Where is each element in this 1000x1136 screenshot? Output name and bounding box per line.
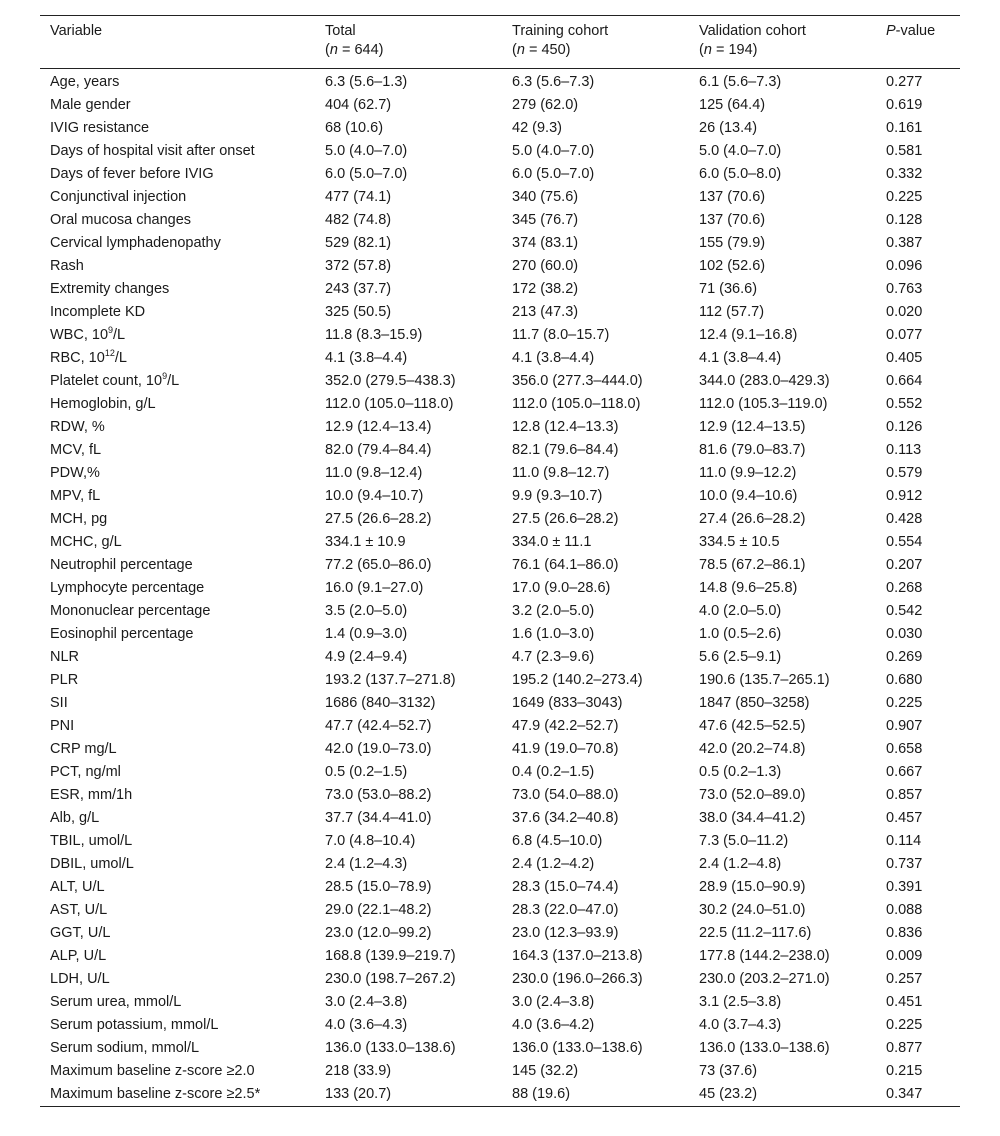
cell-variable: IVIG resistance [50, 120, 150, 136]
cell-validation: 73.0 (52.0–89.0) [699, 787, 806, 803]
cell-training: 82.1 (79.6–84.4) [512, 442, 619, 458]
cell-p-value: 0.451 [886, 994, 923, 1010]
table-row [40, 232, 960, 255]
table-row [40, 347, 960, 370]
cell-total: 325 (50.5) [325, 304, 392, 320]
cell-training: 334.0 ± 11.1 [512, 534, 592, 550]
cell-training: 76.1 (64.1–86.0) [512, 557, 619, 573]
cell-variable: MCH, pg [50, 511, 108, 527]
cell-training: 11.7 (8.0–15.7) [512, 327, 610, 343]
cell-validation: 177.8 (144.2–238.0) [699, 948, 830, 964]
cell-validation: 26 (13.4) [699, 120, 758, 136]
cell-total: 77.2 (65.0–86.0) [325, 557, 432, 573]
cell-training: 42 (9.3) [512, 120, 562, 136]
cell-p-value: 0.077 [886, 327, 923, 343]
cell-variable: RBC, $10^{12}/L$ [50, 348, 127, 366]
table-row [40, 600, 960, 623]
cell-p-value: 0.552 [886, 396, 923, 412]
cell-p-value: 0.332 [886, 166, 923, 182]
cell-validation: 7.3 (5.0–11.2) [699, 833, 789, 849]
cell-training: 345 (76.7) [512, 212, 579, 228]
cell-training: 230.0 (196.0–266.3) [512, 971, 643, 987]
cell-training: 11.0 (9.8–12.7) [512, 465, 610, 481]
cell-p-value: 0.096 [886, 258, 923, 274]
cell-total: 11.8 (8.3–15.9) [325, 327, 423, 343]
cell-p-value: 0.225 [886, 695, 923, 711]
cell-training: 9.9 (9.3–10.7) [512, 488, 603, 504]
cell-p-value: 0.405 [886, 350, 923, 366]
table-row [40, 416, 960, 439]
cell-variable: Days of hospital visit after onset [50, 143, 255, 159]
cell-total: 42.0 (19.0–73.0) [325, 741, 432, 757]
table-row [40, 186, 960, 209]
table-row [40, 830, 960, 853]
cell-variable: Conjunctival injection [50, 189, 187, 205]
header-training-cohort: Training cohort [502, 16, 689, 43]
baseline-characteristics-table [40, 15, 960, 1107]
table-row [40, 784, 960, 807]
cell-p-value: 0.836 [886, 925, 923, 941]
cell-validation: 12.9 (12.4–13.5) [699, 419, 806, 435]
cell-validation: 30.2 (24.0–51.0) [699, 902, 806, 918]
cell-p-value: 0.579 [886, 465, 923, 481]
cell-variable: Maximum baseline z-score ≥2.5* [40, 1083, 315, 1107]
table-row [40, 761, 960, 784]
cell-p-value: 0.391 [886, 879, 923, 895]
header-total: Total [315, 16, 502, 43]
table-body [40, 69, 960, 1107]
cell-training: 374 (83.1) [512, 235, 579, 251]
cell-variable: PLR [50, 672, 79, 688]
table-row [40, 439, 960, 462]
cell-variable: PNI [50, 718, 75, 734]
cell-variable: MCHC, g/L [50, 534, 122, 550]
cell-variable: PDW,% [50, 465, 100, 481]
cell-variable: Hemoglobin, g/L [50, 396, 156, 412]
cell-p-value: 0.215 [886, 1063, 923, 1079]
cell-variable: Alb, g/L [50, 810, 100, 826]
cell-p-value: 0.619 [886, 97, 923, 113]
cell-validation: 73 (37.6) [699, 1063, 758, 1079]
cell-training: 27.5 (26.6–28.2) [512, 511, 619, 527]
cell-total: 529 (82.1) [325, 235, 392, 251]
header-p-sub [876, 42, 960, 69]
cell-validation: 4.0 (3.7–4.3) [699, 1017, 782, 1033]
table-row [40, 692, 960, 715]
cell-total: 2.4 (1.2–4.3) [325, 856, 408, 872]
cell-total: 482 (74.8) [325, 212, 392, 228]
table-row [40, 876, 960, 899]
cell-total: 3.0 (2.4–3.8) [325, 994, 408, 1010]
cell-training: 145 (32.2) [512, 1063, 579, 1079]
cell-training: 12.8 (12.4–13.3) [512, 419, 619, 435]
cell-total: 16.0 (9.1–27.0) [325, 580, 424, 596]
table-row [40, 255, 960, 278]
cell-training: 1649 (833–3043) [512, 695, 623, 711]
cell-total: 4.1 (3.8–4.4) [325, 350, 408, 366]
cell-training: 3.0 (2.4–3.8) [512, 994, 595, 1010]
cell-variable: Platelet count, $10^9/L$ [50, 371, 180, 389]
cell-validation: 344.0 (283.0–429.3) [699, 373, 830, 389]
table-row [40, 554, 960, 577]
cell-training: 279 (62.0) [512, 97, 579, 113]
cell-training: 6.8 (4.5–10.0) [512, 833, 603, 849]
table-row [40, 69, 960, 95]
cell-total: 6.3 (5.6–1.3) [325, 74, 408, 90]
cell-validation: 230.0 (203.2–271.0) [699, 971, 830, 987]
cell-training: 17.0 (9.0–28.6) [512, 580, 611, 596]
cell-total: 27.5 (26.6–28.2) [325, 511, 432, 527]
cell-total: 243 (37.7) [325, 281, 392, 297]
cell-total: 477 (74.1) [325, 189, 392, 205]
cell-validation: 11.0 (9.9–12.2) [699, 465, 797, 481]
cell-variable: ESR, mm/1h [50, 787, 133, 803]
cell-training: 37.6 (34.2–40.8) [512, 810, 619, 826]
cell-p-value: 0.667 [886, 764, 923, 780]
cell-validation: 47.6 (42.5–52.5) [699, 718, 806, 734]
cell-total: 5.0 (4.0–7.0) [325, 143, 408, 159]
cell-validation: 1847 (850–3258) [699, 695, 810, 711]
cell-p-value: 0.257 [886, 971, 923, 987]
cell-variable: NLR [50, 649, 80, 665]
cell-p-value: 0.680 [886, 672, 923, 688]
cell-variable: TBIL, umol/L [50, 833, 133, 849]
cell-validation: 190.6 (135.7–265.1) [699, 672, 830, 688]
cell-training: 1.6 (1.0–3.0) [512, 626, 595, 642]
cell-training: 213 (47.3) [512, 304, 579, 320]
cell-validation: 6.1 (5.6–7.3) [699, 74, 782, 90]
cell-validation: 2.4 (1.2–4.8) [699, 856, 782, 872]
cell-total: 4.0 (3.6–4.3) [325, 1017, 408, 1033]
cell-p-value: 0.088 [886, 902, 923, 918]
cell-p-value: 0.268 [886, 580, 923, 596]
cell-training: 340 (75.6) [512, 189, 579, 205]
cell-training: 0.4 (0.2–1.5) [512, 764, 595, 780]
table-row [40, 1083, 960, 1107]
cell-validation: 137 (70.6) [699, 212, 766, 228]
cell-validation: 136.0 (133.0–138.6) [699, 1040, 830, 1056]
cell-validation: 42.0 (20.2–74.8) [699, 741, 806, 757]
cell-training: 28.3 (15.0–74.4) [512, 879, 619, 895]
cell-validation: 81.6 (79.0–83.7) [699, 442, 806, 458]
cell-validation: 27.4 (26.6–28.2) [699, 511, 806, 527]
cell-validation: 3.1 (2.5–3.8) [699, 994, 782, 1010]
cell-validation: 334.5 ± 10.5 [699, 534, 780, 550]
cell-variable: ALT, U/L [50, 879, 105, 895]
cell-p-value: 0.542 [886, 603, 923, 619]
header-validation-n: (n = 194) [689, 42, 876, 69]
table-row [40, 209, 960, 232]
cell-total: 230.0 (198.7–267.2) [325, 971, 456, 987]
cell-total: 372 (57.8) [325, 258, 392, 274]
cell-training: 6.3 (5.6–7.3) [512, 74, 595, 90]
cell-total: 3.5 (2.0–5.0) [325, 603, 408, 619]
cell-p-value: 0.009 [886, 948, 923, 964]
cell-total: 68 (10.6) [325, 120, 384, 136]
cell-training: 195.2 (140.2–273.4) [512, 672, 643, 688]
cell-p-value: 0.907 [886, 718, 923, 734]
cell-training: 5.0 (4.0–7.0) [512, 143, 595, 159]
table-row [40, 485, 960, 508]
table-row [40, 669, 960, 692]
cell-variable: SII [50, 695, 68, 711]
cell-training: 73.0 (54.0–88.0) [512, 787, 619, 803]
cell-total: 82.0 (79.4–84.4) [325, 442, 432, 458]
cell-p-value: 0.128 [886, 212, 923, 228]
cell-training: 4.0 (3.6–4.2) [512, 1017, 595, 1033]
cell-p-value: 0.554 [886, 534, 923, 550]
header-validation-cohort: Validation cohort [689, 16, 876, 43]
cell-validation: 14.8 (9.6–25.8) [699, 580, 798, 596]
header-total-n: (n = 644) [315, 42, 502, 69]
cell-validation: 6.0 (5.0–8.0) [699, 166, 782, 182]
table-row [40, 991, 960, 1014]
cell-variable: Serum sodium, mmol/L [50, 1040, 200, 1056]
header-variable-sub [40, 42, 315, 69]
table-row [40, 301, 960, 324]
table-row [40, 922, 960, 945]
cell-total: 334.1 ± 10.9 [325, 534, 406, 550]
table-row [40, 163, 960, 186]
cell-total: 37.7 (34.4–41.0) [325, 810, 432, 826]
cell-p-value: 0.912 [886, 488, 923, 504]
cell-variable: Serum urea, mmol/L [50, 994, 182, 1010]
cell-variable: Maximum baseline z-score ≥2.0 [50, 1063, 255, 1079]
table-row [40, 370, 960, 393]
cell-training: 164.3 (137.0–213.8) [512, 948, 643, 964]
cell-variable: Rash [50, 258, 84, 274]
cell-training: 4.7 (2.3–9.6) [512, 649, 595, 665]
cell-variable: LDH, U/L [50, 971, 110, 987]
cell-total: 218 (33.9) [325, 1063, 392, 1079]
table-row [40, 646, 960, 669]
cell-training: 23.0 (12.3–93.9) [512, 925, 619, 941]
cell-validation: 112.0 (105.3–119.0) [699, 396, 828, 412]
cell-total: 47.7 (42.4–52.7) [325, 718, 432, 734]
cell-total: 6.0 (5.0–7.0) [325, 166, 408, 182]
cell-validation: 0.5 (0.2–1.3) [699, 764, 782, 780]
cell-p-value: 0.113 [886, 442, 922, 458]
table-row [40, 531, 960, 554]
table-row [40, 278, 960, 301]
table-header [40, 16, 960, 69]
cell-training: 270 (60.0) [512, 258, 579, 274]
cell-total: 352.0 (279.5–438.3) [325, 373, 456, 389]
table-row [40, 945, 960, 968]
table-row [40, 738, 960, 761]
cell-p-value: 0.658 [886, 741, 923, 757]
cell-validation: 45 (23.2) [689, 1083, 876, 1107]
cell-variable: Eosinophil percentage [50, 626, 194, 642]
cell-variable: Cervical lymphadenopathy [50, 235, 221, 251]
cell-p-value: 0.737 [886, 856, 923, 872]
cell-variable: Days of fever before IVIG [50, 166, 214, 182]
cell-p-value: 0.664 [886, 373, 923, 389]
cell-training: 4.1 (3.8–4.4) [512, 350, 595, 366]
table-row [40, 508, 960, 531]
cell-p-value: 0.857 [886, 787, 923, 803]
cell-training: 3.2 (2.0–5.0) [512, 603, 595, 619]
table-row [40, 623, 960, 646]
header-training-n: (n = 450) [502, 42, 689, 69]
cell-variable: MPV, fL [50, 488, 101, 504]
cell-variable: Serum potassium, mmol/L [50, 1017, 219, 1033]
cell-variable: Male gender [50, 97, 131, 113]
table-row [40, 577, 960, 600]
table-row [40, 807, 960, 830]
cell-validation: 112 (57.7) [699, 304, 765, 320]
cell-variable: Extremity changes [50, 281, 170, 297]
cell-p-value: 0.581 [886, 143, 923, 159]
cell-total: 4.9 (2.4–9.4) [325, 649, 408, 665]
cell-validation: 10.0 (9.4–10.6) [699, 488, 798, 504]
cell-total: 23.0 (12.0–99.2) [325, 925, 432, 941]
cell-p-value: 0.161 [886, 120, 923, 136]
cell-variable: Mononuclear percentage [50, 603, 211, 619]
cell-training: 6.0 (5.0–7.0) [512, 166, 595, 182]
cell-total: 29.0 (22.1–48.2) [325, 902, 432, 918]
cell-validation: 38.0 (34.4–41.2) [699, 810, 806, 826]
cell-validation: 125 (64.4) [699, 97, 766, 113]
cell-p-value: 0.126 [886, 419, 923, 435]
cell-variable: AST, U/L [50, 902, 108, 918]
cell-training: 47.9 (42.2–52.7) [512, 718, 619, 734]
cell-validation: 1.0 (0.5–2.6) [699, 626, 782, 642]
cell-variable: Age, years [50, 74, 120, 90]
cell-p-value: 0.877 [886, 1040, 923, 1056]
cell-p-value: 0.269 [886, 649, 923, 665]
cell-variable: Oral mucosa changes [50, 212, 192, 228]
cell-total: 10.0 (9.4–10.7) [325, 488, 424, 504]
cell-training: 172 (38.2) [512, 281, 579, 297]
cell-total: 28.5 (15.0–78.9) [325, 879, 432, 895]
p-italic: P [886, 23, 896, 39]
cell-total: 7.0 (4.8–10.4) [325, 833, 416, 849]
cell-validation: 4.1 (3.8–4.4) [699, 350, 782, 366]
cell-variable: PCT, ng/ml [50, 764, 121, 780]
cell-total: 0.5 (0.2–1.5) [325, 764, 408, 780]
cell-variable: CRP mg/L [50, 741, 117, 757]
cell-validation: 102 (52.6) [699, 258, 766, 274]
cell-total: 112.0 (105.0–118.0) [325, 396, 454, 412]
cell-variable: Lymphocyte percentage [50, 580, 205, 596]
cell-variable: Incomplete KD [50, 304, 146, 320]
cell-validation: 5.0 (4.0–7.0) [699, 143, 782, 159]
table-row [40, 1014, 960, 1037]
cell-training: 112.0 (105.0–118.0) [512, 396, 641, 412]
cell-p-value: 0.347 [876, 1083, 960, 1107]
cell-training: 356.0 (277.3–444.0) [512, 373, 643, 389]
cell-validation: 78.5 (67.2–86.1) [699, 557, 806, 573]
cell-variable: MCV, fL [50, 442, 102, 458]
table-container [40, 15, 960, 1107]
cell-total: 11.0 (9.8–12.4) [325, 465, 423, 481]
cell-validation: 22.5 (11.2–117.6) [699, 925, 812, 941]
cell-variable: WBC, $10^9/L$ [50, 325, 126, 343]
table-row [40, 324, 960, 347]
cell-validation: 137 (70.6) [699, 189, 766, 205]
table-row [40, 968, 960, 991]
cell-p-value: 0.428 [886, 511, 923, 527]
cell-p-value: 0.114 [886, 833, 922, 849]
cell-training: 41.9 (19.0–70.8) [512, 741, 619, 757]
cell-total: 1.4 (0.9–3.0) [325, 626, 408, 642]
cell-validation: 12.4 (9.1–16.8) [699, 327, 798, 343]
table-row [40, 117, 960, 140]
cell-total: 168.8 (139.9–219.7) [325, 948, 456, 964]
cell-validation: 28.9 (15.0–90.9) [699, 879, 806, 895]
cell-p-value: 0.457 [886, 810, 923, 826]
cell-p-value: 0.030 [886, 626, 923, 642]
table-row [40, 462, 960, 485]
cell-p-value: 0.020 [886, 304, 923, 320]
cell-training: 136.0 (133.0–138.6) [512, 1040, 643, 1056]
cell-training: 28.3 (22.0–47.0) [512, 902, 619, 918]
p-value-suffix: -value [895, 23, 936, 39]
cell-p-value: 0.207 [886, 557, 923, 573]
table-row [40, 94, 960, 117]
header-p-value [876, 16, 960, 43]
table-row [40, 853, 960, 876]
cell-p-value: 0.763 [886, 281, 923, 297]
cell-training: 2.4 (1.2–4.2) [512, 856, 595, 872]
cell-total: 133 (20.7) [315, 1083, 502, 1107]
table-row [40, 899, 960, 922]
cell-total: 193.2 (137.7–271.8) [325, 672, 456, 688]
cell-training: 88 (19.6) [502, 1083, 689, 1107]
table-row [40, 715, 960, 738]
header-variable: Variable [40, 16, 315, 43]
cell-variable: GGT, U/L [50, 925, 111, 941]
cell-validation: 71 (36.6) [699, 281, 758, 297]
cell-total: 1686 (840–3132) [325, 695, 436, 711]
cell-p-value: 0.387 [886, 235, 923, 251]
cell-total: 136.0 (133.0–138.6) [325, 1040, 456, 1056]
cell-variable: Neutrophil percentage [50, 557, 193, 573]
cell-variable: RDW, % [50, 419, 105, 435]
cell-total: 404 (62.7) [325, 97, 392, 113]
cell-total: 12.9 (12.4–13.4) [325, 419, 432, 435]
table-row [40, 1060, 960, 1083]
cell-total: 73.0 (53.0–88.2) [325, 787, 432, 803]
cell-p-value: 0.277 [886, 74, 923, 90]
cell-variable: ALP, U/L [50, 948, 107, 964]
cell-p-value: 0.225 [886, 189, 923, 205]
cell-p-value: 0.225 [886, 1017, 923, 1033]
cell-validation: 5.6 (2.5–9.1) [699, 649, 782, 665]
cell-variable: DBIL, umol/L [50, 856, 134, 872]
table-row [40, 1037, 960, 1060]
table-row [40, 140, 960, 163]
table-row [40, 393, 960, 416]
cell-validation: 155 (79.9) [699, 235, 766, 251]
cell-validation: 4.0 (2.0–5.0) [699, 603, 782, 619]
